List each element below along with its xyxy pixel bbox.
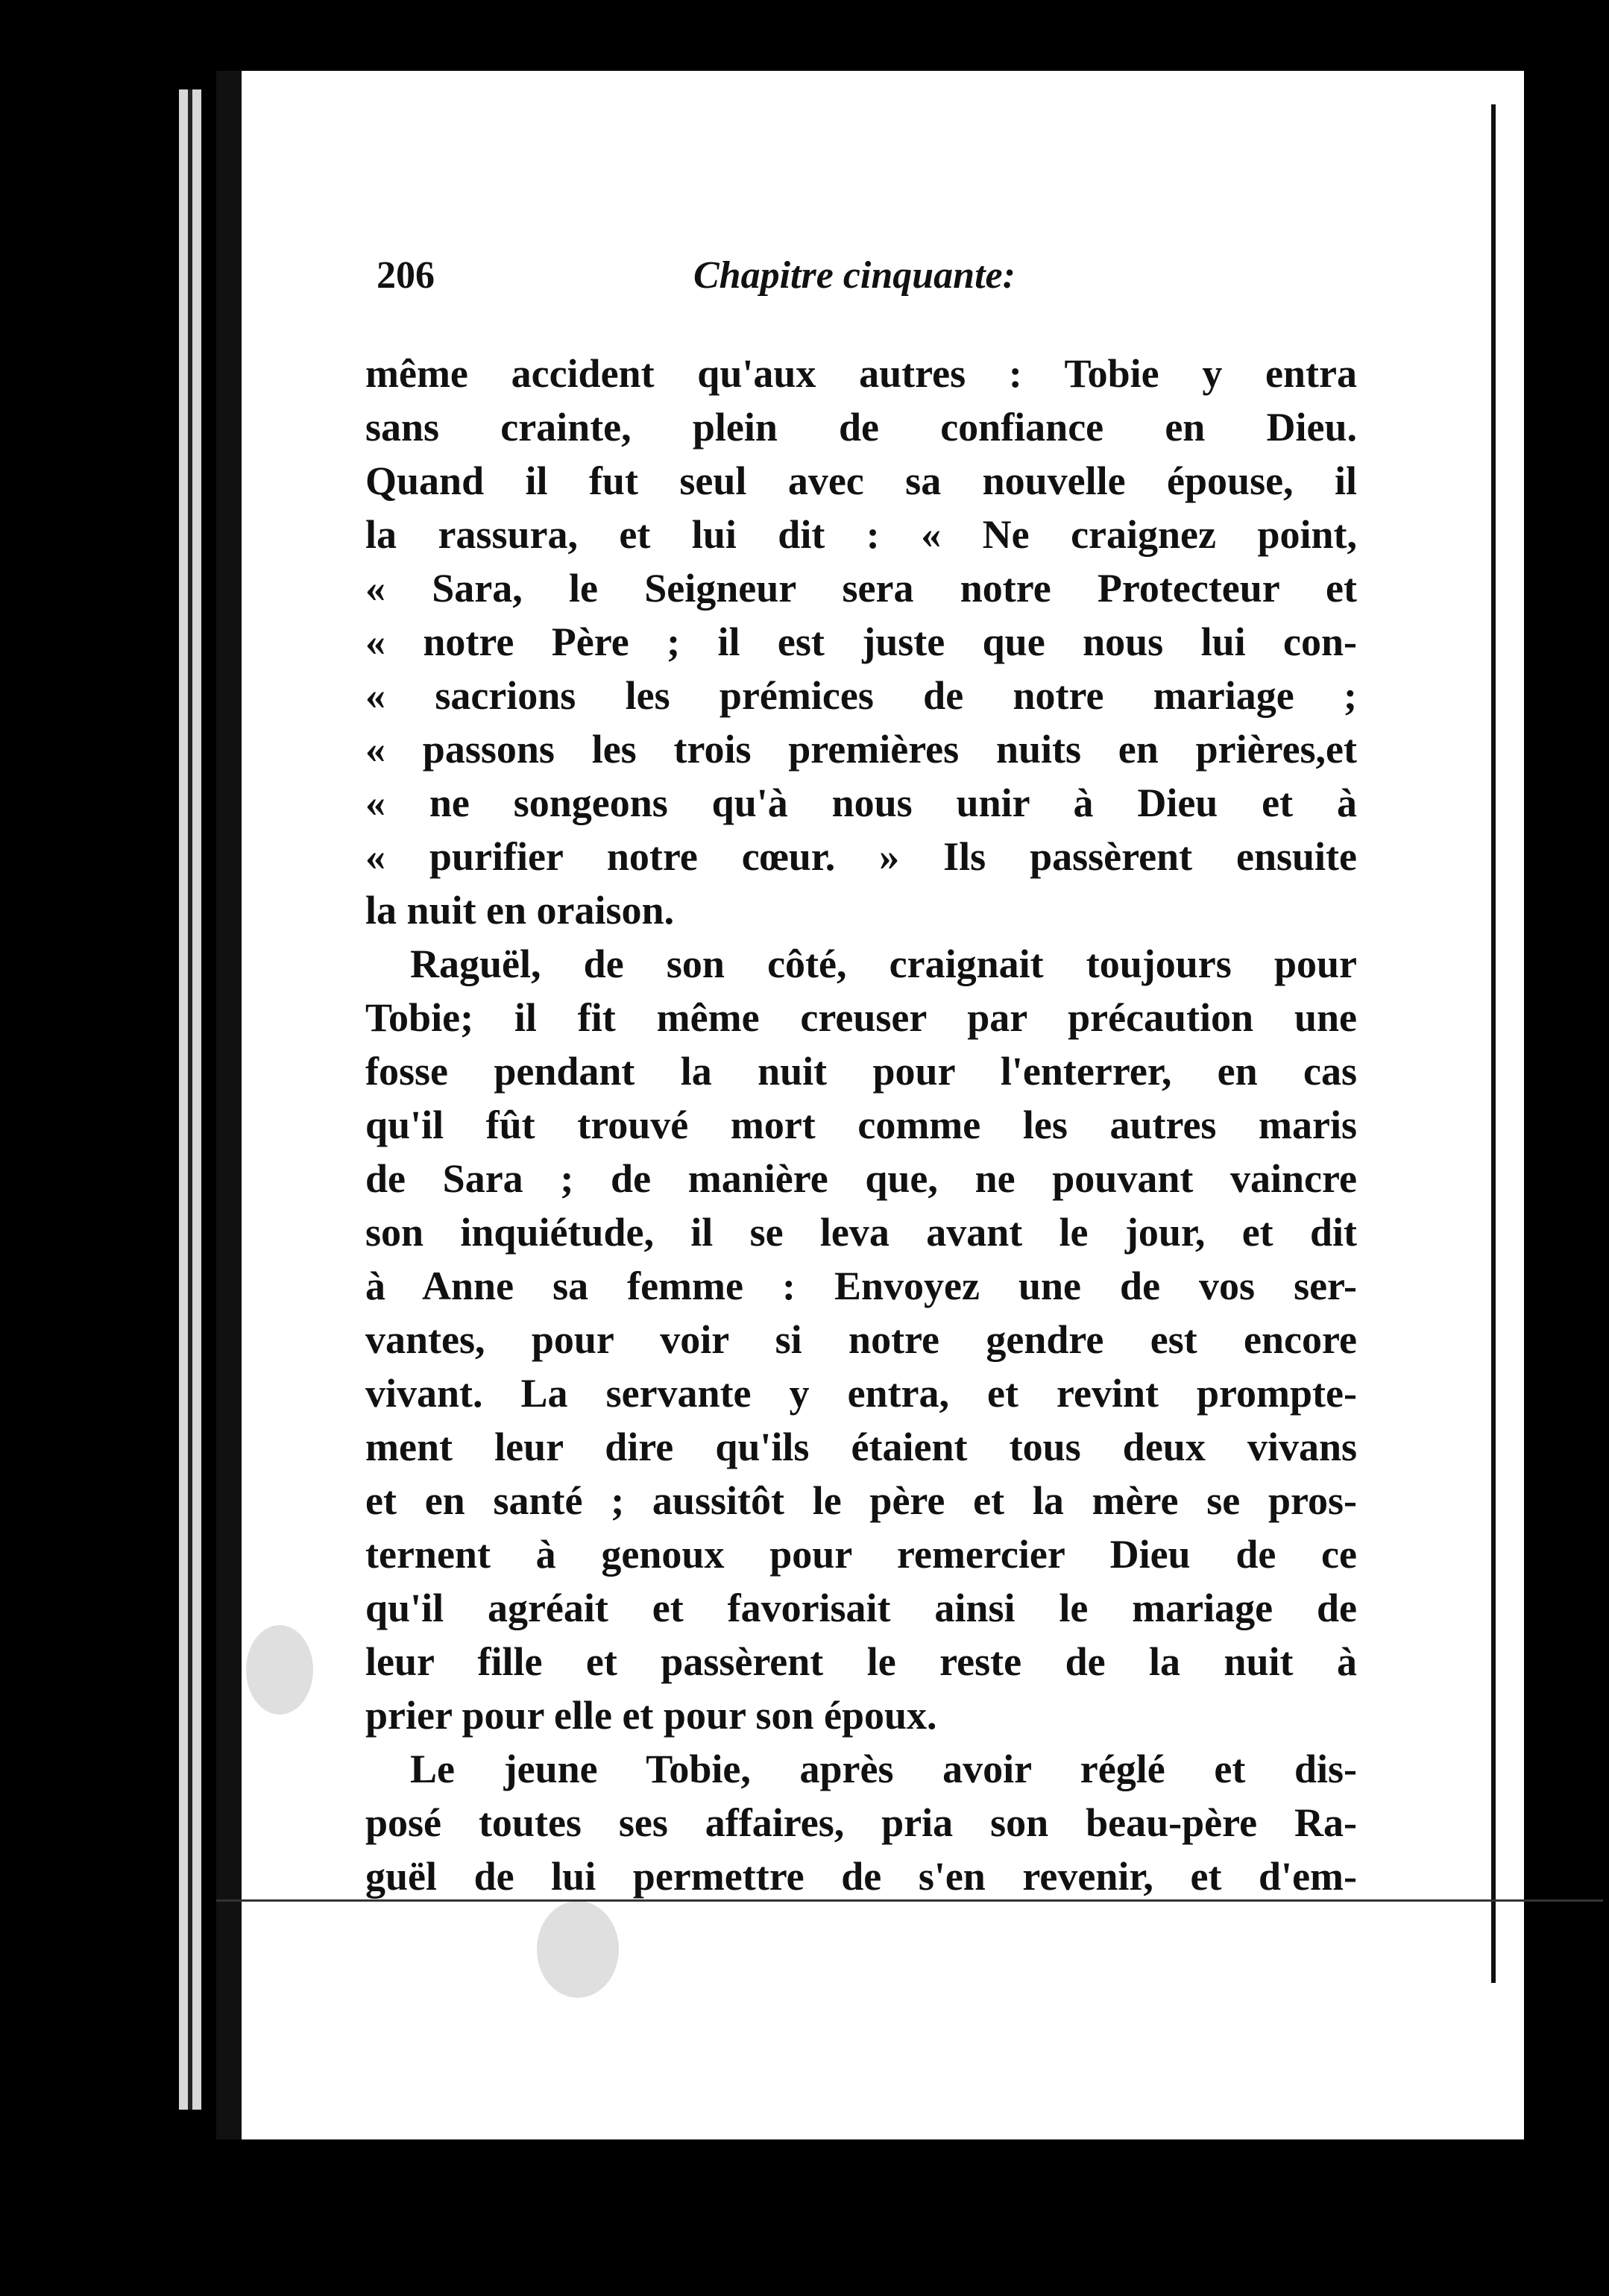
text-line: de Sara ; de manière que, ne pouvant vaincre xyxy=(365,1156,1357,1201)
text-line: et en santé ; aussitôt le père et la mère se pros- xyxy=(365,1478,1357,1523)
text-line: son inquiétude, il se leva avant le jour, et dit xyxy=(365,1210,1357,1255)
text-line: « ne songeons qu'à nous unir à Dieu et à xyxy=(365,780,1357,825)
text-line: prier pour elle et pour son époux. xyxy=(365,1693,937,1738)
text-line: qu'il agréait et favorisait ainsi le mariage de xyxy=(365,1586,1357,1630)
ink-smudge xyxy=(537,1901,619,1998)
text-line: « notre Père ; il est juste que nous lui con- xyxy=(365,619,1357,664)
text-line: Raguël, de son côté, craignait toujours pour xyxy=(410,942,1357,986)
text-line: « Sara, le Seigneur sera notre Protecteur et xyxy=(365,566,1357,611)
binding-shadow xyxy=(188,89,192,2110)
text-line: guël de lui permettre de s'en revenir, et d'em- xyxy=(365,1854,1357,1899)
text-line: ternent à genoux pour remercier Dieu de ce xyxy=(365,1532,1357,1577)
book-binding xyxy=(179,89,201,2110)
text-line: Le jeune Tobie, après avoir réglé et dis- xyxy=(410,1747,1357,1791)
body-text xyxy=(365,347,1357,1903)
text-line: à Anne sa femme : Envoyez une de vos ser- xyxy=(365,1264,1357,1308)
text-line: « sacrions les prémices de notre mariage ; xyxy=(365,673,1357,718)
scan-artifact-line xyxy=(216,1899,1603,1902)
text-line: qu'il fût trouvé mort comme les autres maris xyxy=(365,1103,1357,1147)
text-line: vantes, pour voir si notre gendre est encore xyxy=(365,1317,1357,1362)
text-line: sans crainte, plein de confiance en Dieu. xyxy=(365,405,1357,450)
text-line: la rassura, et lui dit : « Ne craignez point, xyxy=(365,512,1357,557)
text-line: posé toutes ses affaires, pria son beau-père Ra- xyxy=(365,1800,1357,1845)
text-line: leur fille et passèrent le reste de la nuit à xyxy=(365,1639,1357,1684)
text-line: Tobie; il fit même creuser par précaution une xyxy=(365,995,1357,1040)
page-number: 206 xyxy=(377,254,435,297)
ink-smudge xyxy=(246,1625,313,1715)
text-line: vivant. La servante y entra, et revint prompte- xyxy=(365,1371,1357,1416)
text-line: même accident qu'aux autres : Tobie y entra xyxy=(365,351,1357,396)
page-header xyxy=(377,253,1420,313)
text-line: Quand il fut seul avec sa nouvelle épouse, il xyxy=(365,458,1357,503)
text-line: « purifier notre cœur. » Ils passèrent ensuite xyxy=(365,834,1357,879)
text-line: « passons les trois premières nuits en prières,et xyxy=(365,727,1357,772)
text-line: la nuit en oraison. xyxy=(365,888,675,933)
running-head: Chapitre cinquante: xyxy=(693,254,1016,297)
text-line: ment leur dire qu'ils étaient tous deux vivans xyxy=(365,1425,1357,1469)
text-line: fosse pendant la nuit pour l'enterrer, en cas xyxy=(365,1049,1357,1094)
page-edge-line xyxy=(1491,104,1496,1983)
